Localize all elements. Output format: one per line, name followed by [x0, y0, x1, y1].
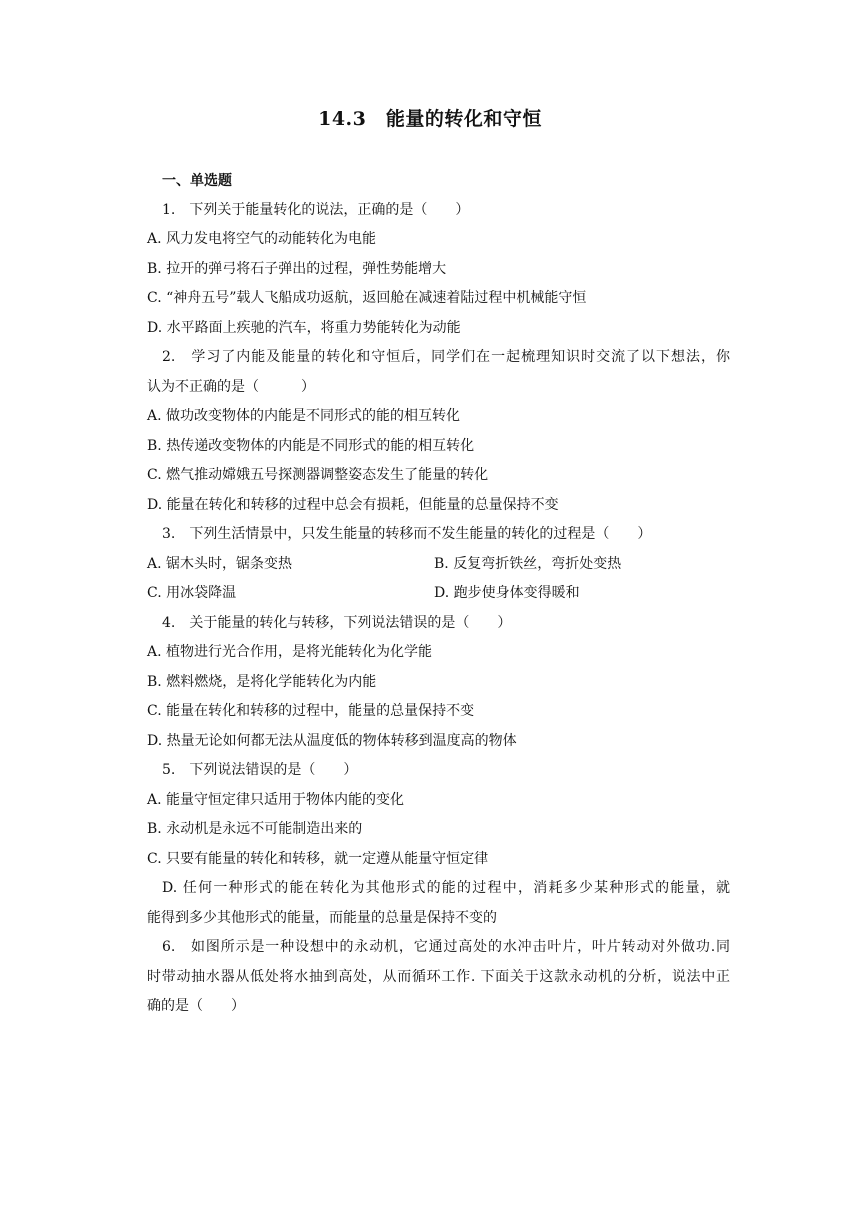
question-2-option-c: C. 燃气推动嫦娥五号探测器调整姿态发生了能量的转化: [147, 467, 489, 483]
question-2-option-d: D. 能量在转化和转移的过程中总会有损耗，但能量的总量保持不变: [147, 497, 559, 513]
question-4-stem: 4. 关于能量的转化与转移，下列说法错误的是（ ）: [162, 615, 512, 631]
question-3-option-a: A. 锯木头时，锯条变热: [147, 556, 293, 572]
question-3-option-d: D. 跑步使身体变得暖和: [434, 585, 580, 601]
question-3-stem: 3. 下列生活情景中，只发生能量的转移而不发生能量的转化的过程是（ ）: [162, 526, 652, 542]
question-1-option-b: B. 拉开的弹弓将石子弹出的过程，弹性势能增大: [147, 261, 447, 277]
question-5-option-c: C. 只要有能量的转化和转移，就一定遵从能量守恒定律: [147, 851, 489, 867]
question-2-option-a: A. 做功改变物体的内能是不同形式的能的相互转化: [147, 408, 461, 424]
question-3-option-c: C. 用冰袋降温: [147, 585, 237, 601]
question-2-stem-line-1: 2. 学习了内能及能量的转化和守恒后，同学们在一起梳理知识时交流了以下想法，你: [162, 349, 730, 365]
question-6-stem-line-3: 确的是（ ）: [147, 998, 245, 1014]
question-5-option-d-line-2: 能得到多少其他形式的能量，而能量的总量是保持不变的: [147, 910, 497, 926]
question-5-option-b: B. 永动机是永远不可能制造出来的: [147, 821, 363, 837]
question-6-stem-line-1: 6. 如图所示是一种设想中的永动机，它通过高处的水冲击叶片，叶片转动对外做功.同: [162, 939, 730, 955]
question-3-option-b: B. 反复弯折铁丝，弯折处变热: [434, 556, 622, 572]
question-4-option-d: D. 热量无论如何都无法从温度低的物体转移到温度高的物体: [147, 733, 517, 749]
question-6-stem-line-2: 时带动抽水器从低处将水抽到高处，从而循环工作. 下面关于这款永动机的分析，说法中正: [147, 969, 730, 985]
question-5-option-d-line-1: D. 任何一种形式的能在转化为其他形式的能的过程中，消耗多少某种形式的能量，就: [162, 880, 730, 896]
question-4-option-b: B. 燃料燃烧，是将化学能转化为内能: [147, 674, 377, 690]
question-4-option-c: C. 能量在转化和转移的过程中，能量的总量保持不变: [147, 703, 475, 719]
question-1-option-c: C. “神舟五号”载人飞船成功返航，返回舱在减速着陆过程中机械能守恒: [147, 290, 587, 306]
question-2-option-b: B. 热传递改变物体的内能是不同形式的能的相互转化: [147, 438, 475, 454]
question-1-option-d: D. 水平路面上疾驰的汽车，将重力势能转化为动能: [147, 320, 461, 336]
question-2-stem-line-2: 认为不正确的是（ ）: [147, 379, 315, 395]
question-4-option-a: A. 植物进行光合作用，是将光能转化为化学能: [147, 644, 433, 660]
question-5-stem: 5. 下列说法错误的是（ ）: [162, 762, 358, 778]
question-1-stem: 1. 下列关于能量转化的说法，正确的是（ ）: [162, 202, 470, 218]
question-5-option-a: A. 能量守恒定律只适用于物体内能的变化: [147, 792, 405, 808]
page-title: 14.3 能量的转化和守恒: [318, 108, 542, 130]
section-heading: 一、单选题: [162, 173, 232, 189]
question-1-option-a: A. 风力发电将空气的动能转化为电能: [147, 231, 377, 247]
